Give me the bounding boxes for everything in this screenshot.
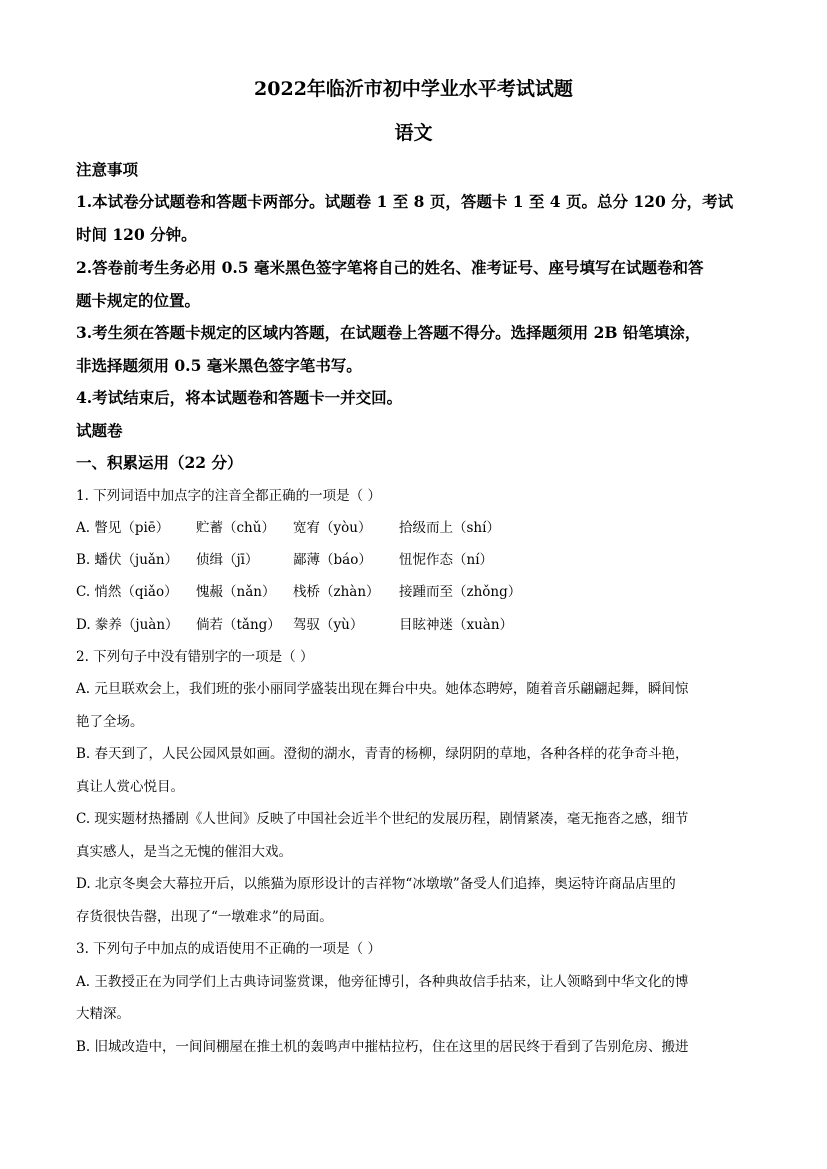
option-item: 驾驭（yù） — [293, 617, 364, 633]
option-item: A. 瞥见（piē） — [76, 520, 170, 536]
option-item: 愧赧（nǎn） — [196, 584, 276, 600]
option-item: 宽宥（yòu） — [293, 520, 372, 536]
option-item: 拾级而上（shí） — [399, 520, 500, 536]
q1-option-b — [76, 548, 752, 568]
option-item: C. 悄然（qiǎo） — [76, 584, 178, 600]
option-item: 贮蓄（chǔ） — [196, 520, 275, 536]
option-item: D. 豢养（juàn） — [76, 617, 179, 633]
q2-line: 存货很快告罄，出现了“一墩难求”的局面。 — [76, 909, 333, 925]
q2-line: 真实感人，是当之无愧的催泪大戏。 — [76, 844, 292, 860]
option-item: 侦缉（jī） — [196, 552, 259, 568]
option-item: 接踵而至（zhǒng） — [399, 584, 522, 600]
notice-heading: 注意事项 — [76, 160, 139, 179]
q1-option-d — [76, 613, 752, 633]
notice-line: 非选择题须用 0.5 毫米黑色签字笔书写。 — [76, 356, 362, 375]
q2-line: B. 春天到了，人民公园风景如画。澄彻的湖水，青青的杨柳，绿阴阴的草地，各种各样的花争奇斗艳， — [76, 746, 689, 762]
option-item: 栈桥（zhàn） — [293, 584, 380, 600]
q2-line: C. 现实题材热播剧《人世间》反映了中国社会近半个世纪的发展历程，剧情紧凑，毫无拖沓之感，细节 — [76, 811, 689, 827]
notice-line: 1.本试卷分试题卷和答题卡两部分。试题卷 1 至 8 页，答题卡 1 至 4 页。总分 120 分，考试 — [76, 192, 734, 211]
question-stem: 3. 下列句子中加点的成语使用不正确的一项是（ ） — [76, 941, 381, 957]
paper-heading: 试题卷 — [76, 421, 123, 440]
q2-line: 艳了全场。 — [76, 714, 144, 730]
option-item: 鄙薄（báo） — [293, 552, 372, 568]
q2-line: D. 北京冬奥会大幕拉开后，以熊猫为原形设计的吉祥物“冰墩墩”备受人们追捧，奥运特许商品店里的 — [76, 876, 676, 892]
notice-line: 3.考生须在答题卡规定的区域内答题，在试题卷上答题不得分。选择题须用 2B 铅笔填涂， — [76, 323, 701, 342]
q1-option-c — [76, 580, 752, 600]
q2-line: A. 元旦联欢会上，我们班的张小丽同学盛装出现在舞台中央。她体态聘婷，随着音乐翩翩起舞，瞬间惊 — [76, 681, 689, 697]
option-item: B. 蟠伏（juǎn） — [76, 552, 179, 568]
exam-title: 2022年临沂市初中学业水平考试试题 — [254, 78, 573, 100]
notice-line: 4.考试结束后，将本试题卷和答题卡一并交回。 — [76, 388, 403, 407]
q2-line: 真让人赏心悦目。 — [76, 779, 184, 795]
q1-option-a — [76, 516, 752, 536]
q3-line: 大精深。 — [76, 1006, 130, 1022]
notice-line: 时间 120 分钟。 — [76, 225, 197, 244]
question-stem: 1. 下列词语中加点字的注音全都正确的一项是（ ） — [76, 488, 381, 504]
q3-line: A. 王教授正在为同学们上古典诗词鉴赏课，他旁征博引，各种典故信手拈来，让人领略到中华文化的博 — [76, 974, 689, 990]
option-item: 目眩神迷（xuàn） — [399, 617, 514, 633]
option-item: 倘若（tǎng） — [196, 617, 281, 633]
q3-line: B. 旧城改造中，一间间棚屋在推土机的轰鸣声中摧枯拉朽，住在这里的居民终于看到了告别危房、搬进 — [76, 1039, 689, 1055]
exam-subject: 语文 — [394, 122, 433, 144]
question-stem: 2. 下列句子中没有错别字的一项是（ ） — [76, 649, 314, 665]
section-heading: 一、积累运用（22 分） — [76, 453, 243, 472]
notice-line: 2.答卷前考生务必用 0.5 毫米黑色签字笔将自己的姓名、准考证号、座号填写在试题卷和答 — [76, 258, 704, 277]
option-item: 忸怩作态（ní） — [399, 552, 494, 568]
notice-line: 题卡规定的位置。 — [76, 291, 201, 310]
